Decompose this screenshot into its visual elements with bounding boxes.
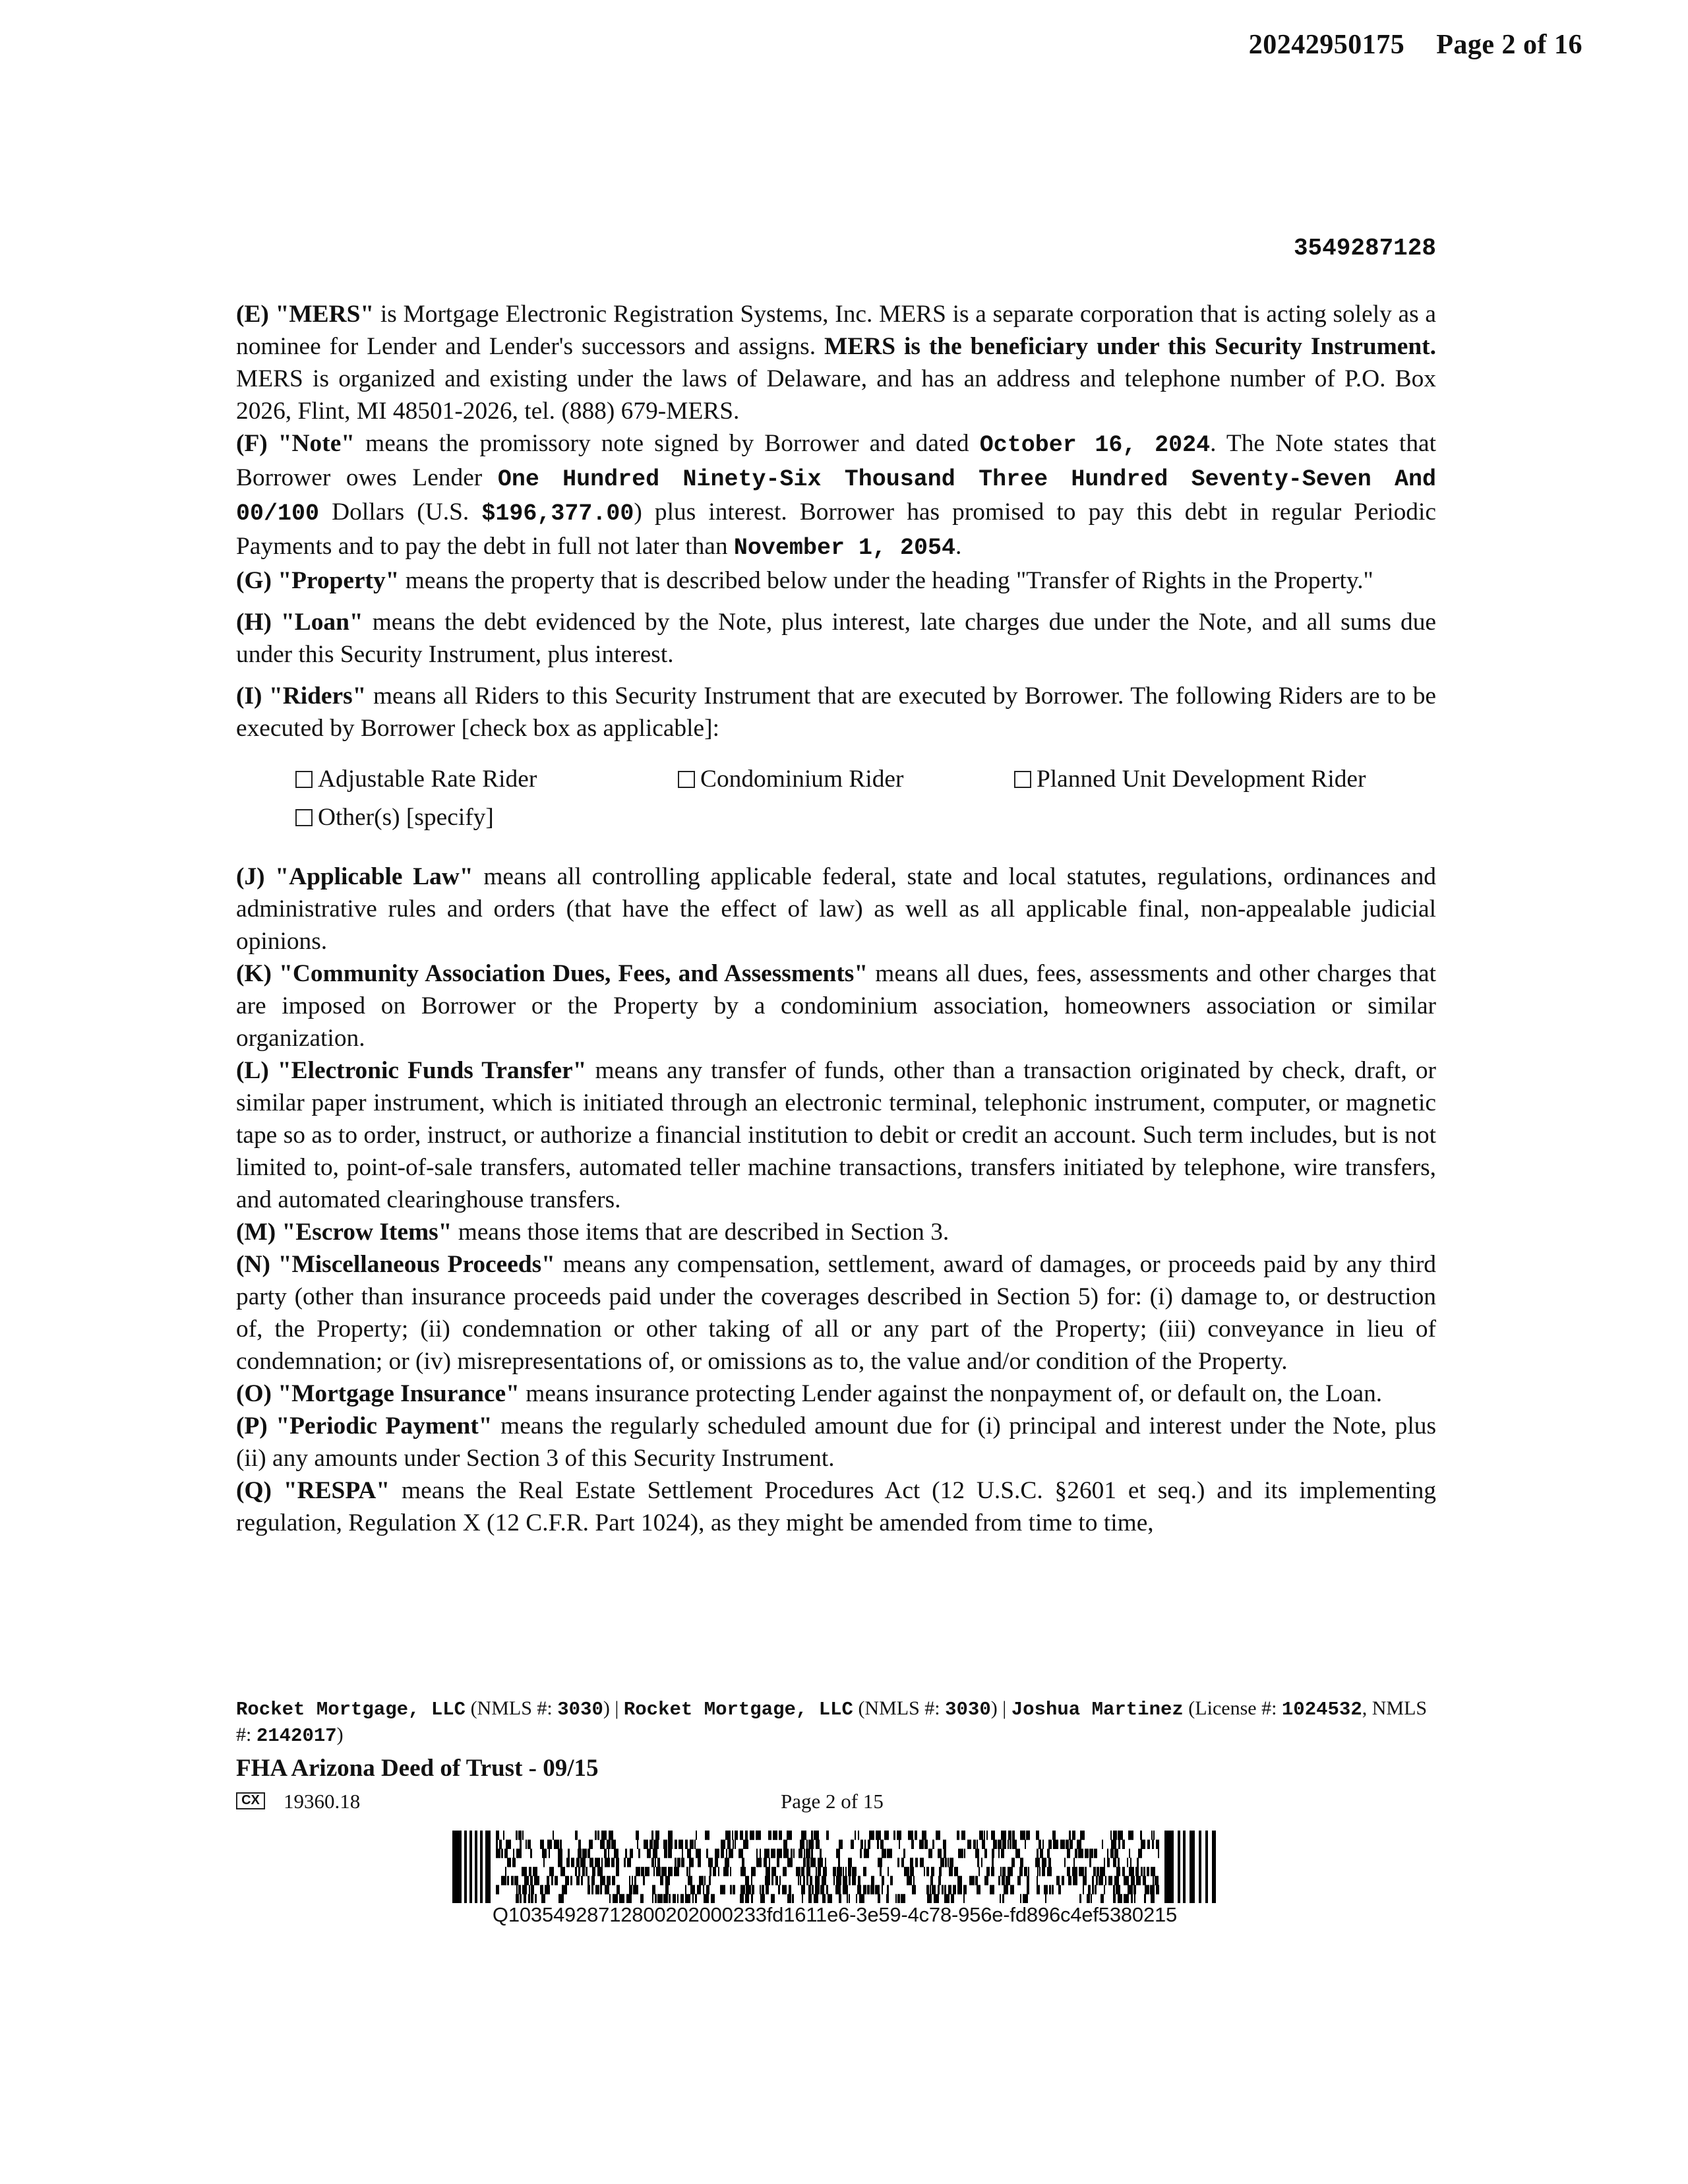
barcode-text: Q10354928712800202000233fd1611e6-3e59-4c78-956e-fd896c4ef5380215 — [492, 1903, 1178, 1926]
definition-l: (L) "Electronic Funds Transfer" means any transfer of funds, other than a transaction originated by check, draft, or similar paper instrument, which is initiated through an electronic terminal, telephonic instrument, computer, or magnetic tape so as to order, instruct, or authorize a financial institution to debit or credit an account. Such term includes, but is not limited to, point-of-sale transfers, automated teller machine transactions, transfers initiated by telephone, wire transfers, and automated clearinghouse transfers. — [236, 1057, 1436, 1213]
definition-o: (O) "Mortgage Insurance" means insurance protecting Lender against the nonpayment of, or default on, the Loan. — [236, 1380, 1383, 1407]
footer-parties: Rocket Mortgage, LLC (NMLS #: 3030) | Rocket Mortgage, LLC (NMLS #: 3030) | Joshua Martinez (License #: 1024532, NMLS #: 2142017) — [236, 1697, 1428, 1747]
recording-header — [1249, 29, 1582, 61]
definition-p: (P) "Periodic Payment" means the regularly scheduled amount due for (i) principal and interest under the Note, plus (ii) any amounts under Section 3 of this Security Instrument. — [236, 1412, 1436, 1472]
loan-originator-name: Joshua Martinez — [1011, 1699, 1184, 1720]
definition-e: (E) "MERS" is Mortgage Electronic Registration Systems, Inc. MERS is a separate corporation that is acting solely as a nominee for Lender and Lender's successors and assigns. MERS is the beneficiary under this Security Instrument. MERS is organized and existing under the laws of Delaware, and has an address and telephone number of P.O. Box 2026, Flint, MI 48501-2026, tel. (888) 679-MERS. — [236, 301, 1437, 425]
recording-number: 20242950175 — [1248, 30, 1405, 60]
form-code-row — [236, 1790, 1436, 1816]
definition-g: (G) "Property" means the property that is described below under the heading "Transfer of Rights in the Property." — [236, 567, 1373, 594]
checkbox[interactable] — [1014, 771, 1031, 788]
form-code: 19360.18 — [284, 1790, 361, 1813]
rider-planned-unit-development[interactable]: Planned Unit Development Rider — [1014, 763, 1366, 795]
definition-h: (H) "Loan" means the debt evidenced by the Note, plus interest, late charges due under the Note, and all sums due under this Security Instrument, plus interest. — [236, 609, 1436, 668]
definition-n: (N) "Miscellaneous Proceeds" means any compensation, settlement, award of damages, or proceeds paid by any third party (other than insurance proceeds paid under the coverages described in Section 5) for: (i) damage to, or destruction of, the Property; (ii) condemnation or other taking of all or any part of the Property; (iii) conveyance in lieu of condemnation; or (iv) misrepresentations of, or omissions as to, the value and/or condition of the Property. — [236, 1251, 1437, 1375]
definition-m: (M) "Escrow Items" means those items that are described in Section 3. — [236, 1219, 950, 1246]
recording-page-label: Page 2 of 16 — [1436, 30, 1582, 60]
rider-condominium[interactable]: Condominium Rider — [678, 763, 903, 795]
loan-amount: $196,377.00 — [481, 501, 634, 527]
barcode-icon — [452, 1831, 1217, 1903]
definitions-body — [236, 298, 1436, 1539]
riders-checklist — [295, 763, 1436, 837]
lender-name: Rocket Mortgage, LLC — [623, 1699, 853, 1720]
barcode-block — [452, 1831, 1217, 1927]
checkbox[interactable] — [295, 809, 313, 826]
definition-q: (Q) "RESPA" means the Real Estate Settlement Procedures Act (12 U.S.C. §2601 et seq.) and its implementing regulation, Regulation X (12 C.F.R. Part 1024), as they might be amended from time to time, — [236, 1477, 1437, 1536]
checkbox[interactable] — [678, 771, 695, 788]
maturity-date: November 1, 2054 — [733, 535, 955, 561]
rider-adjustable-rate[interactable]: Adjustable Rate Rider — [295, 763, 537, 795]
lender-name: Rocket Mortgage, LLC — [236, 1699, 466, 1720]
note-date: October 16, 2024 — [979, 432, 1211, 458]
rider-others[interactable]: Other(s) [specify] — [295, 801, 494, 834]
definition-k: (K) "Community Association Dues, Fees, and Assessments" means all dues, fees, assessments and other charges that are imposed on Borrower or the Property by a condominium association, homeowners association or similar organization. — [236, 960, 1436, 1052]
definition-i: (I) "Riders" means all Riders to this Security Instrument that are executed by Borrower. The following Riders are to be executed by Borrower [check box as applicable]: — [236, 682, 1436, 742]
form-title: FHA Arizona Deed of Trust - 09/15 — [236, 1755, 599, 1782]
loan-amount-words: One Hundred Ninety-Six Thousand Three Hundred Seventy-Seven And 00/100 — [236, 466, 1437, 527]
definition-f: (F) "Note" means the promissory note signed by Borrower and dated October 16, 2024. The Note states that Borrower owes Lender One Hundred Ninety-Six Thousand Three Hundred Seventy-Seven And 00/100 Dollars (U.S. $196,377.00) plus interest. Borrower has promised to pay this debt in regular Periodic Payments and to pay the debt in full not later than November 1, 2054. — [236, 430, 1437, 561]
definition-j: (J) "Applicable Law" means all controlling applicable federal, state and local statutes, regulations, ordinances and administrative rules and orders (that have the effect of law) as well as all applicable final, non-appealable judicial opinions. — [236, 863, 1436, 955]
checkbox[interactable] — [295, 771, 313, 788]
loan-number: 3549287128 — [1293, 235, 1436, 262]
form-page-number: Page 2 of 15 — [781, 1790, 884, 1813]
cx-logo-icon: CX — [236, 1792, 265, 1809]
